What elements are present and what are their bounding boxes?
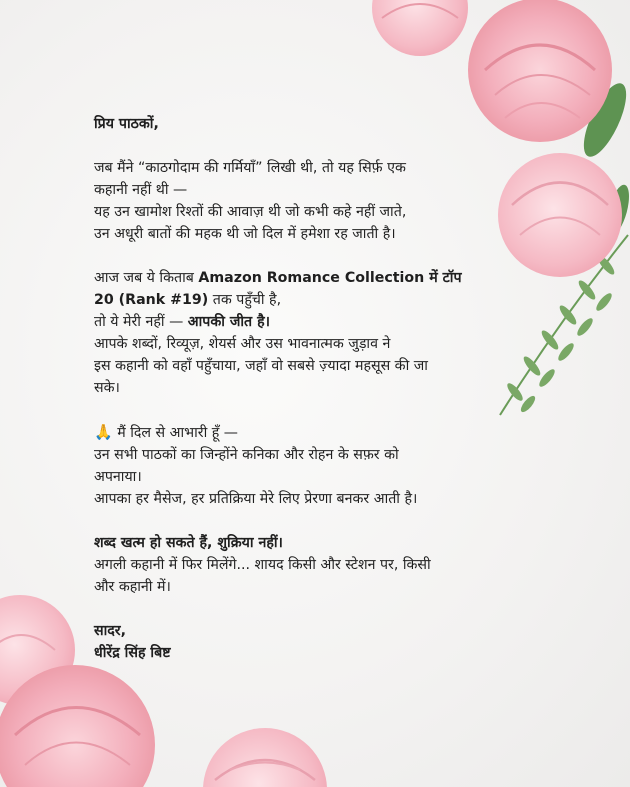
folded-hands-icon: 🙏: [94, 423, 113, 441]
gratitude-statement: शब्द खत्म हो सकते हैं, शुक्रिया नहीं।: [94, 535, 283, 551]
closing: सादर,: [94, 623, 126, 639]
paragraph-4-line-3: और कहानी में।: [94, 579, 171, 595]
salutation: प्रिय पाठकों,: [94, 116, 159, 132]
paragraph-2-line-5: इस कहानी को वहाँ पहुँचाया, जहाँ वो सबसे ज़्यादा महसूस की जा: [94, 358, 428, 374]
paragraph-1-line-4: उन अधूरी बातों की महक थी जो दिल में हमेशा रह जाती है।: [94, 226, 396, 242]
paragraph-1-line-3: यह उन खामोश रिश्तों की आवाज़ थी जो कभी कहे नहीं जाते,: [94, 204, 407, 220]
paragraph-2-line-4: आपके शब्दों, रिव्यूज़, शेयर्स और उस भावनात्मक जुड़ाव ने: [94, 336, 391, 352]
rank-highlight: 20 (Rank #19): [94, 292, 209, 308]
paragraph-3-line-4: आपका हर मैसेज, हर प्रतिक्रिया मेरे लिए प्रेरणा बनकर आती है।: [94, 491, 418, 507]
amazon-collection-highlight: Amazon Romance Collection में टॉप: [198, 270, 462, 286]
your-victory-highlight: आपकी जीत है।: [187, 314, 270, 330]
paragraph-4-line-2: अगली कहानी में फिर मिलेंगे... शायद किसी और स्टेशन पर, किसी: [94, 557, 431, 573]
fern-branch: [500, 235, 628, 415]
paragraph-3-line-2: उन सभी पाठकों का जिन्होंने कनिका और रोहन के सफ़र को: [94, 447, 399, 463]
leaf-cluster: [567, 11, 630, 238]
letter-body: [94, 113, 504, 664]
peony-top: [372, 0, 468, 56]
paragraph-2-line-3: तो ये मेरी नहीं — आपकी जीत है।: [94, 314, 270, 330]
peony-bottom-center: [203, 728, 327, 787]
paragraph-2-line-1: आज जब ये किताब Amazon Romance Collection में टॉप: [94, 270, 462, 286]
paragraph-1-line-2: कहानी नहीं थी —: [94, 182, 188, 198]
paragraph-3-line-3: अपनाया।: [94, 469, 142, 485]
paragraph-2-line-6: सके।: [94, 380, 120, 396]
paragraph-1-line-1: जब मैंने “काठगोदाम की गर्मियाँ” लिखी थी, तो यह सिर्फ़ एक: [94, 160, 406, 176]
signature: धीरेंद्र सिंह बिष्ट: [94, 645, 171, 661]
paragraph-2-line-2: 20 (Rank #19) तक पहुँची है,: [94, 292, 282, 308]
peony-right-middle: [498, 153, 622, 277]
paragraph-3-line-1: 🙏 मैं दिल से आभारी हूँ —: [94, 423, 238, 441]
